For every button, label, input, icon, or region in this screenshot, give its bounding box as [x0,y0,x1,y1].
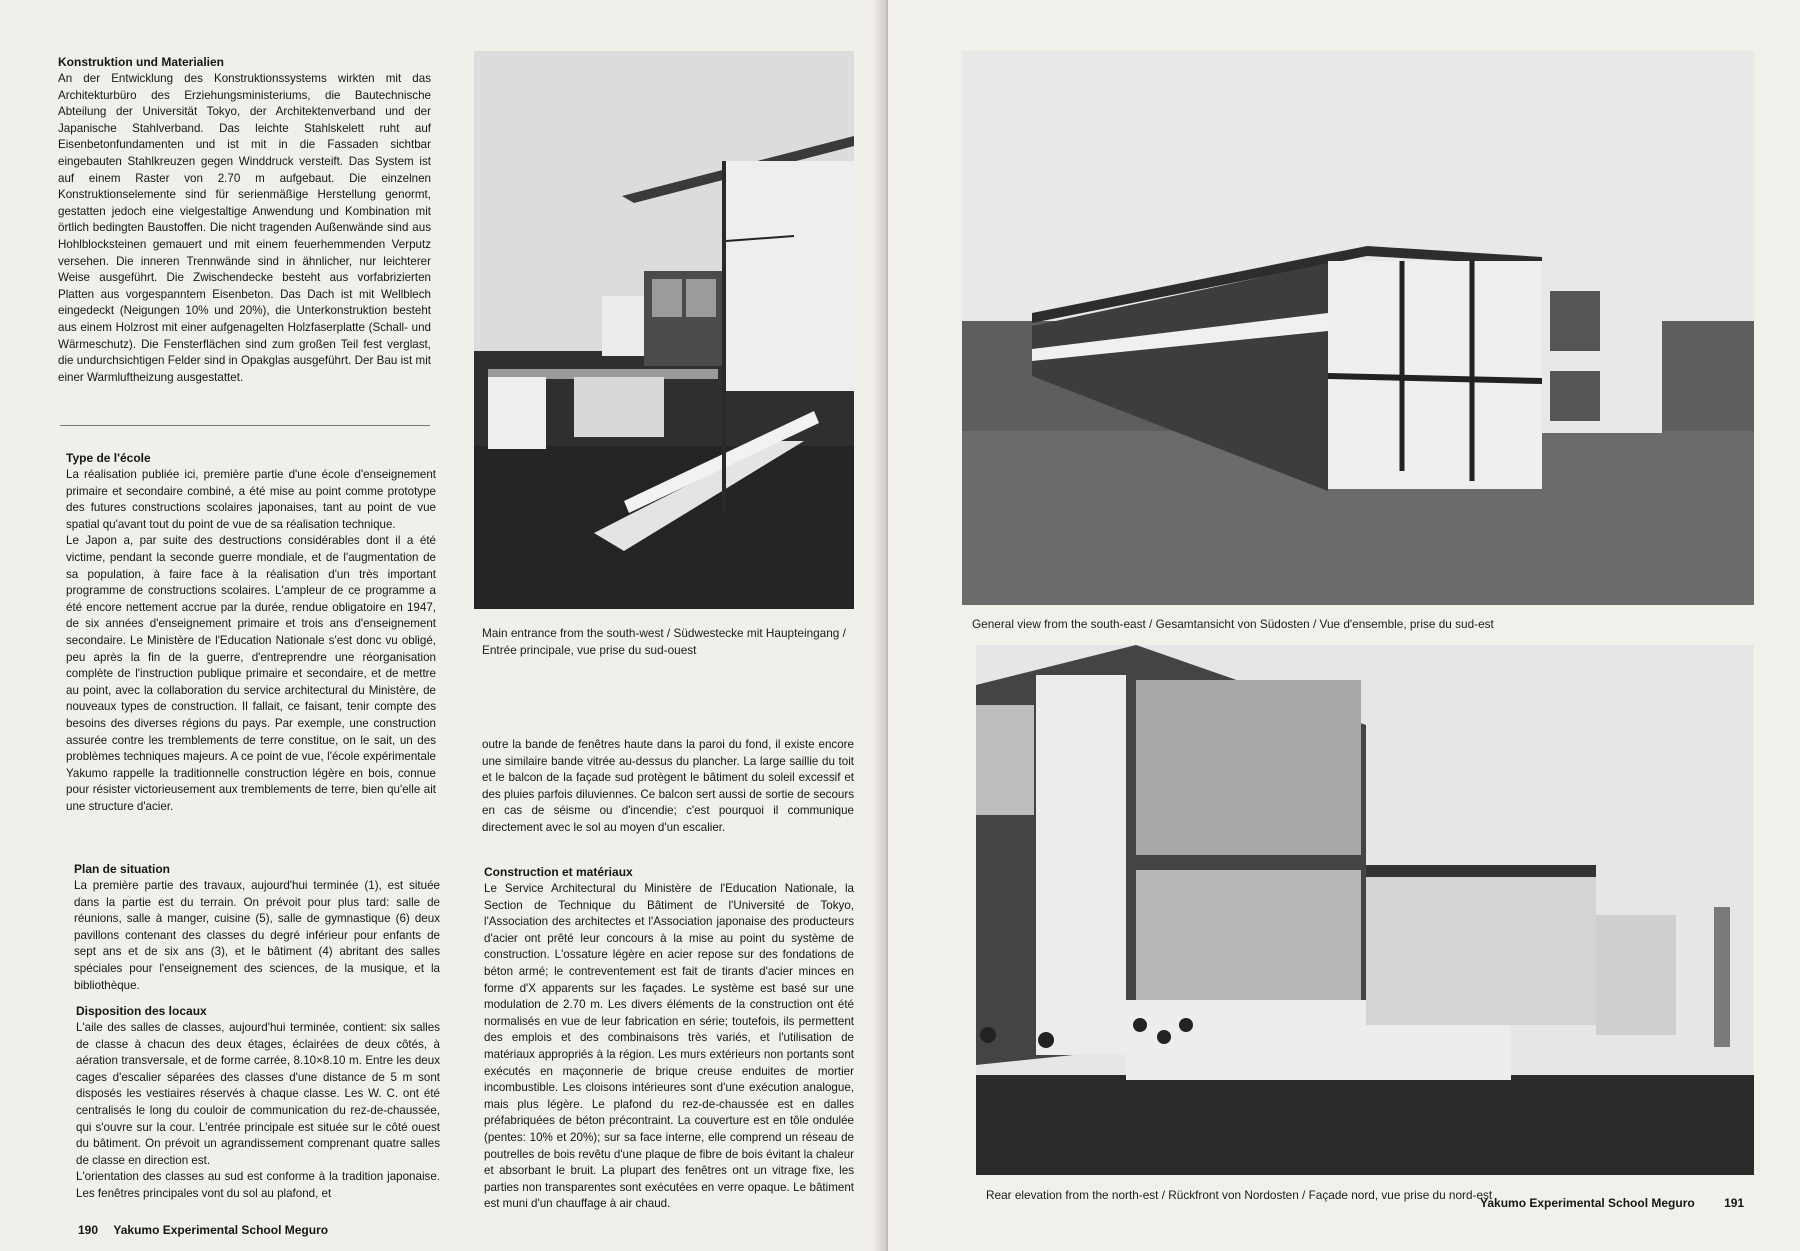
south-east-view-photo [962,51,1754,605]
south-east-caption: General view from the south-east / Gesamtansicht von Südosten / Vue d'ensemble, prise du sud-est [972,617,1494,631]
disposition-body-1: L'aile des salles de classes, aujourd'hui terminée, contient: six salles de classe à chacun des deux étages, éclairées de deux côtés, à aération transversale, et de forme carrée, 8.10×8.10 m. Entre les deux cages d'escalier séparées des classes d'une distance de 5 m sont disposés les vestiaires réservés à chaque classe. Les W. C. ont été centralisés le long du couloir de communication du rez-de-chaussée, qui s'ouvre sur la cour. L'entrée principale est située sur le côté ouest du bâtiment. On prévoit un agrandissement comprenant quatre salles de classe en direction est. [76,1021,440,1167]
section-divider [60,425,430,426]
disposition-body-2: L'orientation des classes au sud est conforme à la tradition japonaise. Les fenêtres principales vont du sol au plafond, et [76,1170,440,1200]
construction-body: Le Service Architectural du Ministère de l'Education Nationale, la Section de Technique du Bâtiment de l'Université de Tokyo, l'Association des architectes et l'Association japonaise des producteurs d'acier ont prêté leur concours à la mise au point du système de construction. L'ossature légère en acier repose sur des fondations de béton armé; le contreventement est fait de tirants d'acier minces en forme d'X apparents sur les façades. Le système est basé sur une modulation de 2.70 m. Les divers éléments de la construction ont été normalisés en vue de leur fabrication en série; toutefois, ils permettent des emplois et des combinaisons très variés, et l'utilisation de matériaux appropriés à la région. Les murs extérieurs non portants sont exécutés en maçonnerie de brique creuse enduites de mortier incombustible. Les cloisons intérieures sont d'une exécution analogue, mais plus légère. Le plafond du rez-de-chaussée est en dalles préfabriquées de béton précontraint. La couverture est en tôle ondulée (pentes: 10% et 20%); sur sa face interne, elle comprend un réseau de poutrelles de bois revêtu d'une plaque de fibre de bois évitant la chaleur et absorbant le bruit. La plupart des fenêtres ont un vitrage fixe, les parties non transparentes sont exécutées en verre opaque. Le bâtiment est muni d'un chauffage à air chaud. [484,882,854,1211]
main-entrance-photo [474,51,854,609]
konstruktion-section [58,54,431,386]
type-ecole-heading: Type de l'école [66,451,151,465]
main-entrance-caption: Main entrance from the south-west / Südwestecke mit Haupteingang / Entrée principale, vue prise du sud-ouest [482,626,846,657]
plan-situation-section [74,861,440,994]
plan-situation-heading: Plan de situation [74,862,171,876]
left-folio [78,1223,328,1237]
disposition-section [76,1003,440,1203]
konstruktion-heading: Konstruktion und Materialien [58,55,225,69]
south-east-view-illustration [962,51,1754,605]
disposition-heading: Disposition des locaux [76,1004,207,1018]
middle-column-body: outre la bande de fenêtres haute dans la paroi du fond, il existe encore une similaire bande vitrée au-dessus du plancher. La large saillie du toit et le balcon de la façade sud protègent le bâtiment du soleil excessif et des pluies parfois diluviennes. Ce balcon sert aussi de sortie de secours en cas de séisme ou d'incendie; c'est pourquoi il communique directement avec le sol au moyen d'un escalier. [482,738,854,834]
left-page-number: 190 [78,1223,99,1237]
right-folio [1480,1196,1744,1210]
type-ecole-body-1: La réalisation publiée ici, première partie d'une école d'enseignement primaire et secondaire combiné, a été mise au point comme prototype des futures constructions scolaires japonaises, tant au point de vue spatial qu'avant tout du point de vue de sa réalisation technique. [66,468,436,531]
type-ecole-body-2: Le Japon a, par suite des destructions considérables dont il a été victime, pendant la seconde guerre mondiale, et de l'augmentation de sa population, à faire face à la réalisation d'un très important programme de constructions scolaires. L'ampleur de ce programme a été encore nettement accrue par la durée, rendue obligatoire en 1947, de six années d'enseignement primaire et trois ans d'enseignement secondaire. Le Ministère de l'Education Nationale s'est donc vu obligé, peu après la fin de la guerre, d'entreprendre une réorganisation complète de l'instruction publique primaire et secondaire, et de mettre au point, avec la collaboration du service architectural du Ministère, de nouveaux types de construction. Il fallait, ce faisant, tenir compte des besoins des diverses régions du pays. Par exemple, une construction assurée contre les tremblements de terre constitue, on le sait, un des problèmes techniques majeurs. A ce point de vue, l'école expérimentale Yakumo rappelle la traditionnelle construction légère en bois, connue pour résister victorieusement aux tremblements de terre, bien qu'elle ait une structure d'acier. [66,534,436,813]
right-page [888,0,1800,1251]
plan-situation-body: La première partie des travaux, aujourd'hui terminée (1), est située dans la partie est du terrain. On prévoit pour plus tard: salle de réunions, salle à manger, cuisine (5), salle de gymnastique (6) deux pavillons contenant des classes du degré inférieur pour enfants de sept ans et de six ans (3), et le bâtiment (4) abritant des salles spéciales pour l'enseignement des sciences, de la musique, et la bibliothèque. [74,879,440,992]
type-ecole-section [66,450,436,815]
left-running-title: Yakumo Experimental School Meguro [113,1223,329,1237]
north-east-caption: Rear elevation from the north-est / Rückfront von Nordosten / Façade nord, vue prise du nord-est [986,1188,1493,1202]
left-page [0,0,888,1251]
right-running-title: Yakumo Experimental School Meguro [1480,1196,1695,1210]
konstruktion-body: An der Entwicklung des Konstruktionssystems wirkten mit das Architekturbüro des Erziehungsministeriums, die Bautechnische Abteilung der Universität Tokyo, der Architektenverband und der Japanische Stahlverband. Das leichte Stahlskelett ruht auf Eisenbetonfundamenten und ist mit in die Fassaden sichtbar eingebauten Stahlkreuzen gegen Winddruck versteift. Das System ist auf einem Raster von 2.70 m aufgebaut. Die einzelnen Konstruktionselemente sind für serienmäßige Herstellung genormt, gestatten jedoch eine vielgestaltige Anwendung und Kombination mit örtlich bedingten Baustoffen. Die nicht tragenden Außenwände sind aus Hohlblocksteinen gemauert und mit einem feuerhemmenden Verputz versehen. Die inneren Trennwände sind in ähnlicher, nur leichterer Weise ausgeführt. Die Zwischendecke besteht aus vorfabrizierten Platten aus vorgespanntem Eisenbeton. Das Dach ist mit Wellblech eingedeckt (Neigungen 10% und 20%), die Unterkonstruktion besteht aus einem Holzrost mit einer aufgenagelten Holzfaserplatte (Schall- und Wärmeschutz). Die Fensterflächen sind zum großen Teil fest verglast, die undurchsichtigen Felder sind in Opakglas ausgeführt. Der Bau ist mit einer Warmluftheizung ausgestattet. [58,72,431,384]
north-east-view-illustration [976,645,1754,1175]
middle-column-continuation [482,737,854,837]
main-entrance-illustration [474,51,854,609]
construction-heading: Construction et matériaux [484,865,633,879]
construction-section [484,864,854,1213]
right-page-number: 191 [1724,1196,1745,1210]
north-east-view-photo [976,645,1754,1175]
